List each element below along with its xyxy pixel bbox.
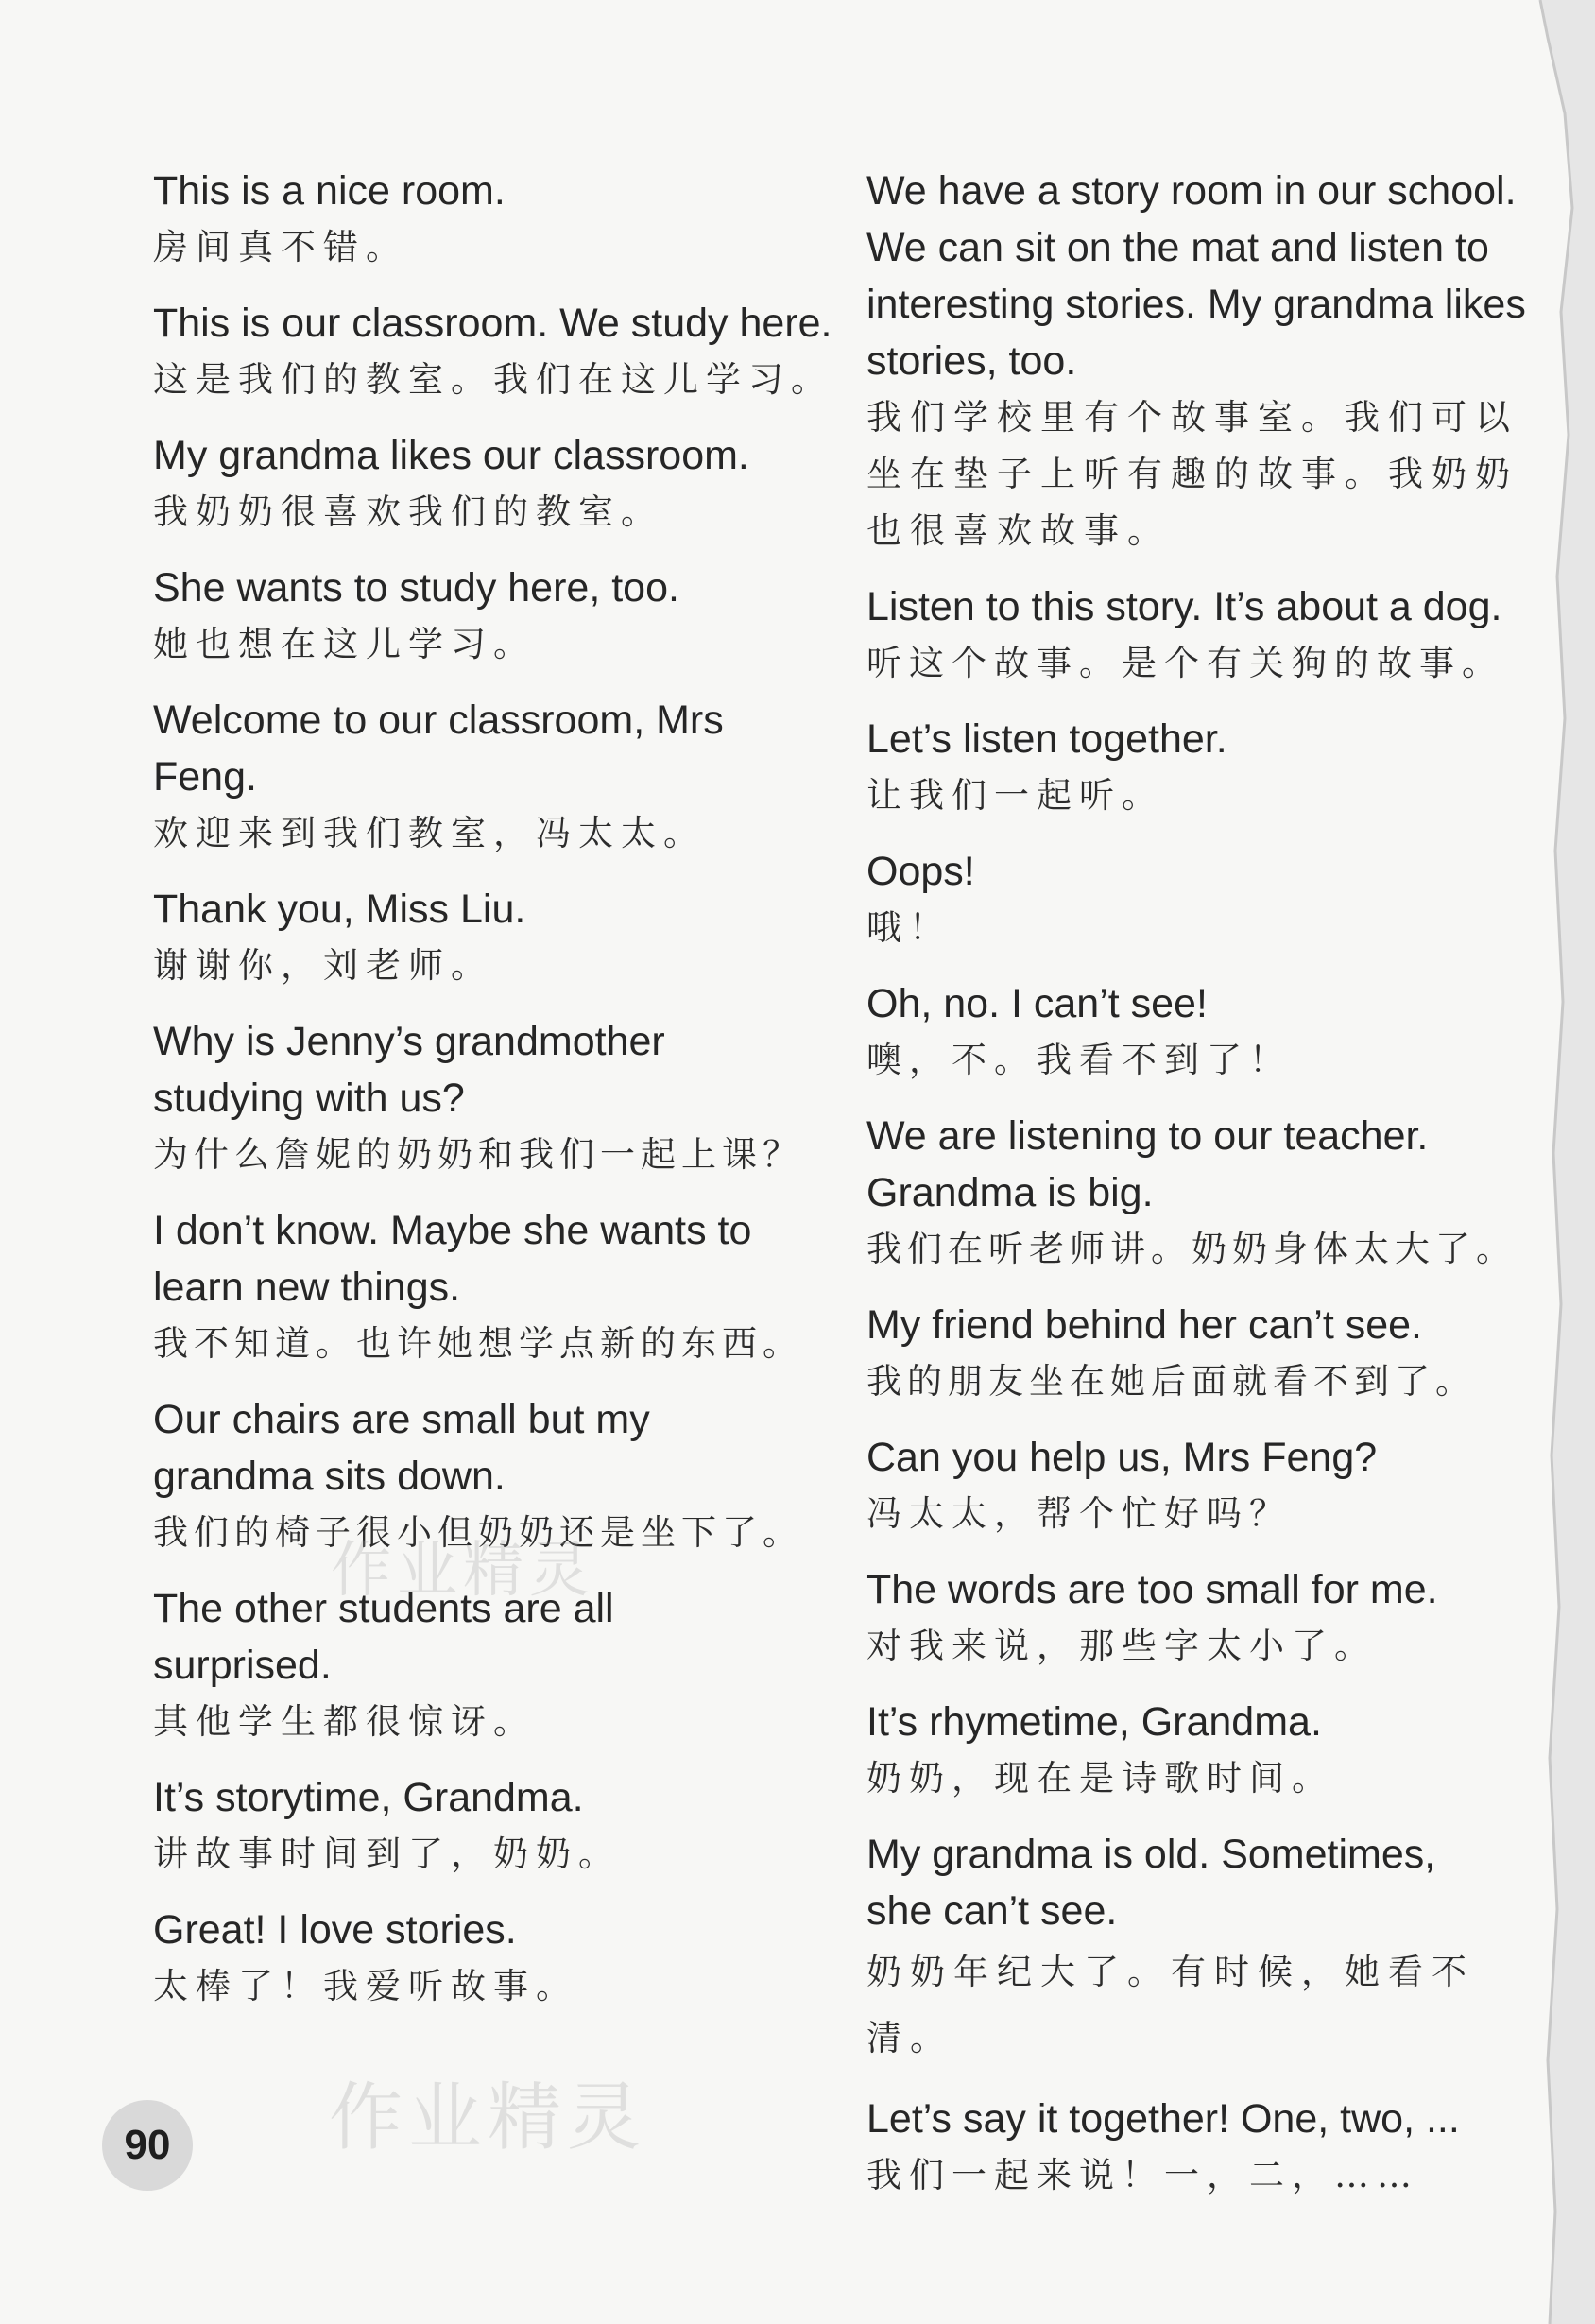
chinese-line: 房间真不错。 <box>153 227 408 267</box>
dialogue-entry <box>153 1391 852 1561</box>
english-line: My friend behind her can’t see. <box>866 1302 1422 1348</box>
dialogue-entry <box>866 711 1547 824</box>
dialogue-entry <box>866 1297 1547 1410</box>
english-line: This is a nice room. <box>153 168 506 214</box>
chinese-line: 对我来说，那些字太小了。 <box>866 1626 1377 1666</box>
dialogue-entry <box>866 1826 1547 2072</box>
english-line: Why is Jenny’s grandmother studying with us? <box>153 1019 665 1121</box>
chinese-line: 让我们一起听。 <box>866 775 1164 816</box>
dialogue-entry <box>866 2091 1547 2204</box>
chinese-line: 我们的椅子很小但奶奶还是坐下了。 <box>153 1512 803 1553</box>
chinese-line: 我们一起来说！一，二，…… <box>866 2155 1419 2195</box>
chinese-line: 哦！ <box>866 907 952 948</box>
chinese-line: 我奶奶很喜欢我们的教室。 <box>153 491 663 532</box>
chinese-line: 我的朋友坐在她后面就看不到了。 <box>866 1361 1476 1402</box>
english-line: It’s rhymetime, Grandma. <box>866 1699 1322 1745</box>
english-line: Can you help us, Mrs Feng? <box>866 1435 1378 1480</box>
chinese-line: 我不知道。也许她想学点新的东西。 <box>153 1323 803 1364</box>
english-line: We have a story room in our school. We can sit on the mat and listen to interesting stories. My grandma likes stories, too. <box>866 168 1526 384</box>
dialogue-entry <box>866 1561 1547 1675</box>
dialogue-entry <box>153 1902 852 2015</box>
chinese-line: 我们学校里有个故事室。我们可以坐在垫子上听有趣的故事。我奶奶也很喜欢故事。 <box>866 397 1518 551</box>
chinese-line: 冯太太，帮个忙好吗？ <box>866 1493 1292 1534</box>
dialogue-entry <box>866 163 1547 559</box>
english-line: She wants to study here, too. <box>153 565 679 611</box>
chinese-line: 太棒了！我爱听故事。 <box>153 1966 578 2006</box>
chinese-line: 奶奶年纪大了。有时候，她看不清。 <box>866 1952 1475 2058</box>
english-line: Oh, no. I can’t see! <box>866 981 1208 1026</box>
chinese-line: 听这个故事。是个有关狗的故事。 <box>866 643 1504 683</box>
left-column <box>153 163 852 2034</box>
english-line: This is our classroom. We study here. <box>153 301 832 346</box>
dialogue-entry <box>866 1694 1547 1807</box>
chinese-line: 她也想在这儿学习。 <box>153 624 536 664</box>
english-line: Let’s listen together. <box>866 716 1227 762</box>
dialogue-entry <box>153 1202 852 1372</box>
english-line: Our chairs are small but my grandma sits down. <box>153 1397 650 1499</box>
watermark: 作业精灵 <box>329 2075 647 2160</box>
english-line: I don’t know. Maybe she wants to learn new things. <box>153 1208 752 1310</box>
dialogue-entry <box>153 295 852 408</box>
chinese-line: 我们在听老师讲。奶奶身体太大了。 <box>866 1229 1517 1269</box>
english-line: The words are too small for me. <box>866 1567 1438 1612</box>
dialogue-entry <box>153 427 852 541</box>
dialogue-entry <box>866 843 1547 956</box>
chinese-line: 谢谢你，刘老师。 <box>153 945 493 986</box>
english-line: The other students are all surprised. <box>153 1586 614 1688</box>
right-column <box>866 163 1547 2223</box>
chinese-line: 这是我们的教室。我们在这儿学习。 <box>153 359 833 400</box>
page-number: 90 <box>102 2100 193 2191</box>
english-line: Oops! <box>866 849 975 894</box>
dialogue-entry <box>866 1429 1547 1542</box>
english-line: My grandma is old. Sometimes, she can’t see. <box>866 1832 1436 1934</box>
chinese-line: 为什么詹妮的奶奶和我们一起上课？ <box>153 1134 803 1175</box>
dialogue-entry <box>866 975 1547 1089</box>
english-line: My grandma likes our classroom. <box>153 433 749 478</box>
chinese-line: 欢迎来到我们教室，冯太太。 <box>153 813 706 853</box>
english-line: Listen to this story. It’s about a dog. <box>866 584 1502 629</box>
dialogue-entry <box>153 1769 852 1883</box>
english-line: Let’s say it together! One, two, ... <box>866 2096 1460 2142</box>
dialogue-entry <box>866 578 1547 692</box>
dialogue-entry <box>153 559 852 673</box>
dialogue-entry <box>866 1108 1547 1278</box>
dialogue-entry <box>153 163 852 276</box>
dialogue-entry <box>153 1013 852 1183</box>
dialogue-entry <box>153 881 852 994</box>
chinese-line: 奶奶，现在是诗歌时间。 <box>866 1758 1334 1799</box>
english-line: Welcome to our classroom, Mrs Feng. <box>153 697 724 800</box>
english-line: Thank you, Miss Liu. <box>153 887 526 932</box>
chinese-line: 其他学生都很惊讶。 <box>153 1701 536 1742</box>
dialogue-entry <box>153 1580 852 1750</box>
chinese-line: 讲故事时间到了，奶奶。 <box>153 1833 621 1874</box>
chinese-line: 噢，不。我看不到了！ <box>866 1040 1292 1080</box>
watermark: 作业精灵 <box>331 1536 595 1606</box>
dialogue-entry <box>153 692 852 862</box>
english-line: We are listening to our teacher. Grandma is big. <box>866 1113 1429 1215</box>
english-line: Great! I love stories. <box>153 1907 517 1953</box>
english-line: It’s storytime, Grandma. <box>153 1775 584 1820</box>
